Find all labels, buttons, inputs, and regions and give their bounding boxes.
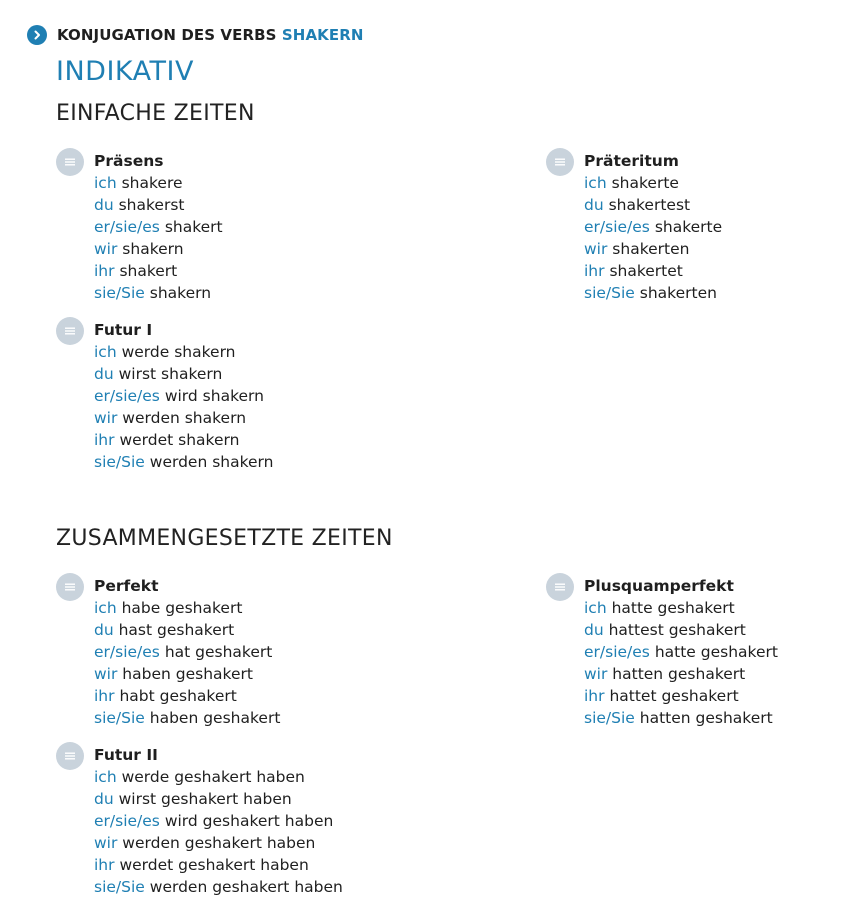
verb-form: werden geshakert haben bbox=[149, 878, 343, 896]
conjugation-row bbox=[94, 385, 274, 407]
pronoun: sie/Sie bbox=[94, 709, 145, 727]
verb-form: habt geshakert bbox=[119, 687, 237, 705]
pronoun: du bbox=[94, 790, 114, 808]
pronoun: wir bbox=[584, 240, 608, 258]
pronoun: ich bbox=[584, 174, 607, 192]
conjugation-row bbox=[94, 685, 280, 707]
verb-form: hat geshakert bbox=[164, 643, 273, 661]
section-title-simple: EINFACHE ZEITEN bbox=[56, 101, 255, 126]
verb-form: hattet geshakert bbox=[609, 687, 739, 705]
conjugation-row bbox=[94, 363, 274, 385]
menu-icon[interactable] bbox=[56, 742, 84, 770]
verb-form: werdet shakern bbox=[119, 431, 240, 449]
conjugation-row bbox=[94, 216, 223, 238]
conjugation-row bbox=[94, 194, 223, 216]
pronoun: wir bbox=[94, 240, 118, 258]
conjugation-row bbox=[584, 619, 778, 641]
menu-icon[interactable] bbox=[56, 148, 84, 176]
verb-form: shakerten bbox=[612, 240, 690, 258]
pronoun: du bbox=[584, 196, 604, 214]
tense-name: Präsens bbox=[94, 152, 164, 170]
conjugation-row bbox=[584, 238, 722, 260]
pronoun: wir bbox=[94, 834, 118, 852]
tense-name: Plusquamperfekt bbox=[584, 577, 734, 595]
conjugation-row bbox=[94, 766, 343, 788]
conjugation-list bbox=[94, 597, 280, 729]
conjugation-row bbox=[584, 194, 722, 216]
conjugation-row bbox=[94, 619, 280, 641]
verb-form: shakern bbox=[149, 284, 212, 302]
conjugation-row bbox=[94, 429, 274, 451]
verb-form: shakerst bbox=[118, 196, 185, 214]
page-header bbox=[27, 24, 364, 46]
pronoun: ihr bbox=[94, 687, 115, 705]
verb-form: wirst geshakert haben bbox=[118, 790, 292, 808]
menu-icon[interactable] bbox=[546, 148, 574, 176]
conjugation-row bbox=[94, 707, 280, 729]
conjugation-row bbox=[94, 641, 280, 663]
verb-form: hatten geshakert bbox=[639, 709, 773, 727]
verb-form: werde shakern bbox=[121, 343, 236, 361]
conjugation-row bbox=[94, 451, 274, 473]
verb-form: hatten geshakert bbox=[612, 665, 746, 683]
pronoun: ich bbox=[584, 599, 607, 617]
pronoun: er/sie/es bbox=[584, 218, 650, 236]
pronoun: ihr bbox=[584, 687, 605, 705]
menu-icon[interactable] bbox=[56, 573, 84, 601]
pronoun: sie/Sie bbox=[94, 453, 145, 471]
conjugation-row bbox=[584, 663, 778, 685]
conjugation-row bbox=[584, 641, 778, 663]
pronoun: er/sie/es bbox=[94, 218, 160, 236]
verb-form: werden geshakert haben bbox=[122, 834, 316, 852]
menu-icon[interactable] bbox=[546, 573, 574, 601]
verb-form: haben geshakert bbox=[122, 665, 253, 683]
verb-form: shakerte bbox=[654, 218, 723, 236]
section-title-compound: ZUSAMMENGESETZTE ZEITEN bbox=[56, 526, 393, 551]
conjugation-row bbox=[94, 341, 274, 363]
conjugation-row bbox=[94, 810, 343, 832]
chevron-right-icon[interactable] bbox=[27, 25, 47, 45]
verb-form: hatte geshakert bbox=[611, 599, 735, 617]
conjugation-list bbox=[584, 172, 722, 304]
conjugation-row bbox=[584, 172, 722, 194]
pronoun: ihr bbox=[584, 262, 605, 280]
verb-form: wirst shakern bbox=[118, 365, 223, 383]
pronoun: du bbox=[94, 365, 114, 383]
conjugation-list bbox=[94, 341, 274, 473]
pronoun: sie/Sie bbox=[584, 709, 635, 727]
conjugation-row bbox=[584, 707, 778, 729]
conjugation-list bbox=[94, 766, 343, 898]
conjugation-row bbox=[584, 597, 778, 619]
conjugation-row bbox=[94, 876, 343, 898]
pronoun: wir bbox=[94, 409, 118, 427]
menu-icon[interactable] bbox=[56, 317, 84, 345]
pronoun: ihr bbox=[94, 856, 115, 874]
verb-form: werden shakern bbox=[149, 453, 274, 471]
verb-form: shakerten bbox=[639, 284, 717, 302]
conjugation-row bbox=[584, 260, 722, 282]
pronoun: ich bbox=[94, 343, 117, 361]
verb-form: shakertet bbox=[609, 262, 683, 280]
verb-form: hatte geshakert bbox=[654, 643, 778, 661]
pronoun: du bbox=[94, 621, 114, 639]
conjugation-row bbox=[94, 282, 223, 304]
verb-form: shakertest bbox=[608, 196, 691, 214]
pronoun: ich bbox=[94, 174, 117, 192]
pronoun: ihr bbox=[94, 431, 115, 449]
pronoun: ich bbox=[94, 768, 117, 786]
verb-form: habe geshakert bbox=[121, 599, 243, 617]
pronoun: du bbox=[94, 196, 114, 214]
tense-name: Futur II bbox=[94, 746, 158, 764]
mood-title: INDIKATIV bbox=[56, 56, 194, 87]
conjugation-row bbox=[94, 788, 343, 810]
verb-form: shakern bbox=[122, 240, 184, 258]
verb-form: shakere bbox=[121, 174, 183, 192]
heading-prefix: KONJUGATION DES VERBS bbox=[57, 26, 277, 44]
conjugation-row bbox=[94, 172, 223, 194]
conjugation-list bbox=[94, 172, 223, 304]
verb-form: haben geshakert bbox=[149, 709, 281, 727]
pronoun: wir bbox=[584, 665, 608, 683]
verb-form: wird geshakert haben bbox=[164, 812, 334, 830]
tense-name: Futur I bbox=[94, 321, 153, 339]
pronoun: er/sie/es bbox=[584, 643, 650, 661]
pronoun: sie/Sie bbox=[584, 284, 635, 302]
conjugation-row bbox=[94, 832, 343, 854]
pronoun: sie/Sie bbox=[94, 284, 145, 302]
verb-form: werde geshakert haben bbox=[121, 768, 305, 786]
pronoun: ihr bbox=[94, 262, 115, 280]
conjugation-list bbox=[584, 597, 778, 729]
page-heading bbox=[57, 26, 364, 44]
pronoun: wir bbox=[94, 665, 118, 683]
verb-form: shakert bbox=[164, 218, 223, 236]
pronoun: er/sie/es bbox=[94, 387, 160, 405]
verb-form: werdet geshakert haben bbox=[119, 856, 309, 874]
pronoun: du bbox=[584, 621, 604, 639]
conjugation-row bbox=[584, 282, 722, 304]
verb-form: shakert bbox=[119, 262, 178, 280]
conjugation-row bbox=[94, 663, 280, 685]
pronoun: er/sie/es bbox=[94, 643, 160, 661]
heading-verb: SHAKERN bbox=[281, 26, 364, 44]
conjugation-row bbox=[584, 216, 722, 238]
conjugation-row bbox=[94, 260, 223, 282]
verb-form: werden shakern bbox=[122, 409, 247, 427]
conjugation-row bbox=[94, 238, 223, 260]
conjugation-row bbox=[94, 854, 343, 876]
tense-name: Perfekt bbox=[94, 577, 159, 595]
verb-form: wird shakern bbox=[164, 387, 264, 405]
pronoun: er/sie/es bbox=[94, 812, 160, 830]
conjugation-row bbox=[94, 597, 280, 619]
pronoun: ich bbox=[94, 599, 117, 617]
conjugation-row bbox=[94, 407, 274, 429]
pronoun: sie/Sie bbox=[94, 878, 145, 896]
verb-form: hattest geshakert bbox=[608, 621, 746, 639]
verb-form: shakerte bbox=[611, 174, 679, 192]
tense-name: Präteritum bbox=[584, 152, 679, 170]
conjugation-row bbox=[584, 685, 778, 707]
verb-form: hast geshakert bbox=[118, 621, 235, 639]
